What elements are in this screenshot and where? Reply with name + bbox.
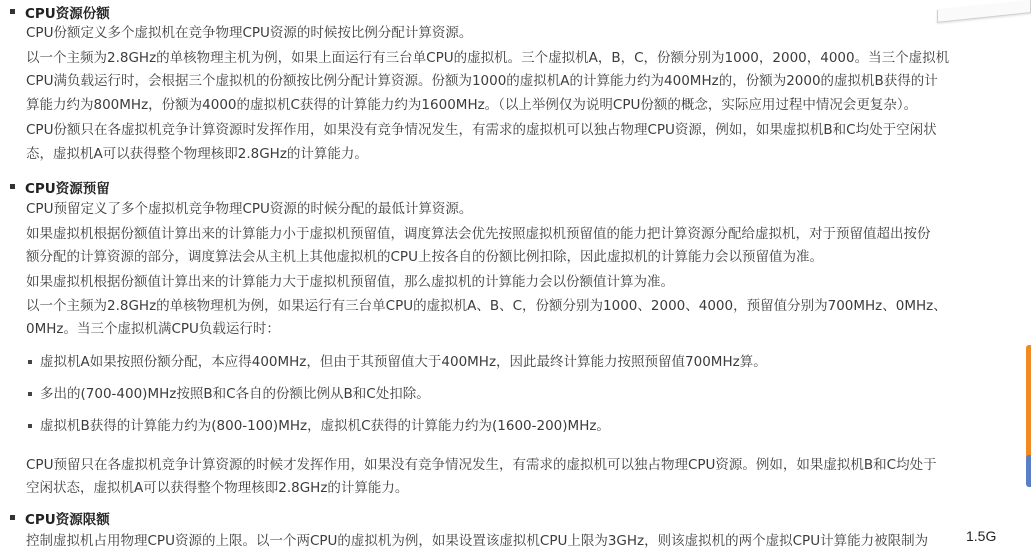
paragraph-line: 额分配的计算资源的部分，调度算法会从主机上其他虚拟机的CPU上按各自的份额比例扣除，因此虚拟机的计算能力会以预留值为准。 xyxy=(26,249,823,265)
section-bullet xyxy=(10,515,15,520)
paragraph-line: 以一个主频为2.8GHz的单核物理机为例，如果运行有三台单CPU的虚拟机A、B、C，份额分别为1000、2000、4000，预留值分别为700MHz、0MHz、 xyxy=(26,298,947,314)
paragraph-line: CPU份额只在各虚拟机竞争计算资源时发挥作用，如果没有竞争情况发生，有需求的虚拟机可以独占物理CPU资源，例如，如果虚拟机B和C均处于空闲状 xyxy=(26,122,937,138)
paragraph-line: 以一个主频为2.8GHz的单核物理主机为例，如果上面运行有三台单CPU的虚拟机。三个虚拟机A，B，C，份额分别为1000，2000，4000。当三个虚拟机 xyxy=(26,50,950,66)
list-item: 虚拟机A如果按照份额分配，本应得400MHz，但由于其预留值大于400MHz，因此最终计算能力按照预留值700MHz算。 xyxy=(40,354,767,370)
paragraph-line: 0MHz。当三个虚拟机满CPU负载运行时： xyxy=(26,321,280,337)
list-bullet xyxy=(28,424,32,428)
section-title-cpu-limit: CPU资源限额 xyxy=(25,512,110,528)
section-title-cpu-shares: CPU资源份额 xyxy=(25,6,110,22)
paragraph-line: CPU预留定义了多个虚拟机竞争物理CPU资源的时候分配的最低计算资源。 xyxy=(26,201,473,217)
paragraph-line: 如果虚拟机根据份额值计算出来的计算能力小于虚拟机预留值，调度算法会优先按照虚拟机预留值的能力把计算资源分配给虚拟机，对于预留值超出按份 xyxy=(26,226,931,242)
paragraph-line: CPU份额定义多个虚拟机在竞争物理CPU资源的时候按比例分配计算资源。 xyxy=(26,25,473,41)
list-item: 虚拟机B获得的计算能力约为(800-100)MHz，虚拟机C获得的计算能力约为(1600-200)MHz。 xyxy=(40,418,610,434)
paragraph-line: 态，虚拟机A可以获得整个物理核即2.8GHz的计算能力。 xyxy=(26,146,368,162)
list-bullet xyxy=(28,392,32,396)
section-bullet xyxy=(10,9,15,14)
list-bullet xyxy=(28,360,32,364)
paragraph-line: 空闲状态，虚拟机A可以获得整个物理核即2.8GHz的计算能力。 xyxy=(26,480,409,496)
paragraph-line: 控制虚拟机占用物理CPU资源的上限。以一个两CPU的虚拟机为例，如果设置该虚拟机CPU上限为3GHz，则该虚拟机的两个虚拟CPU计算能力被限制为 xyxy=(26,533,929,549)
corner-card xyxy=(937,0,1031,23)
share-side-tab[interactable] xyxy=(1026,455,1031,487)
section-title-cpu-reservation: CPU资源预留 xyxy=(25,181,110,197)
overlay-text: 1.5G xyxy=(960,526,1002,546)
feedback-side-tab[interactable] xyxy=(1026,345,1031,461)
paragraph-line: CPU预留只在各虚拟机竞争计算资源的时候才发挥作用，如果没有竞争情况发生，有需求的虚拟机可以独占物理CPU资源。例如，如果虚拟机B和C均处于 xyxy=(26,457,937,473)
paragraph-line: 如果虚拟机根据份额值计算出来的计算能力大于虚拟机预留值，那么虚拟机的计算能力会以份额值计算为准。 xyxy=(26,274,674,290)
list-item: 多出的(700-400)MHz按照B和C各自的份额比例从B和C处扣除。 xyxy=(40,386,430,402)
paragraph-line: CPU满负载运行时，会根据三个虚拟机的份额按比例分配计算资源。份额为1000的虚拟机A的计算能力约为400MHz的，份额为2000的虚拟机B获得的计 xyxy=(26,73,938,89)
section-bullet xyxy=(10,184,15,189)
paragraph-line: 算能力约为800MHz，份额为4000的虚拟机C获得的计算能力约为1600MHz。（以上举例仅为说明CPU份额的概念，实际应用过程中情况会更复杂）。 xyxy=(26,97,918,113)
